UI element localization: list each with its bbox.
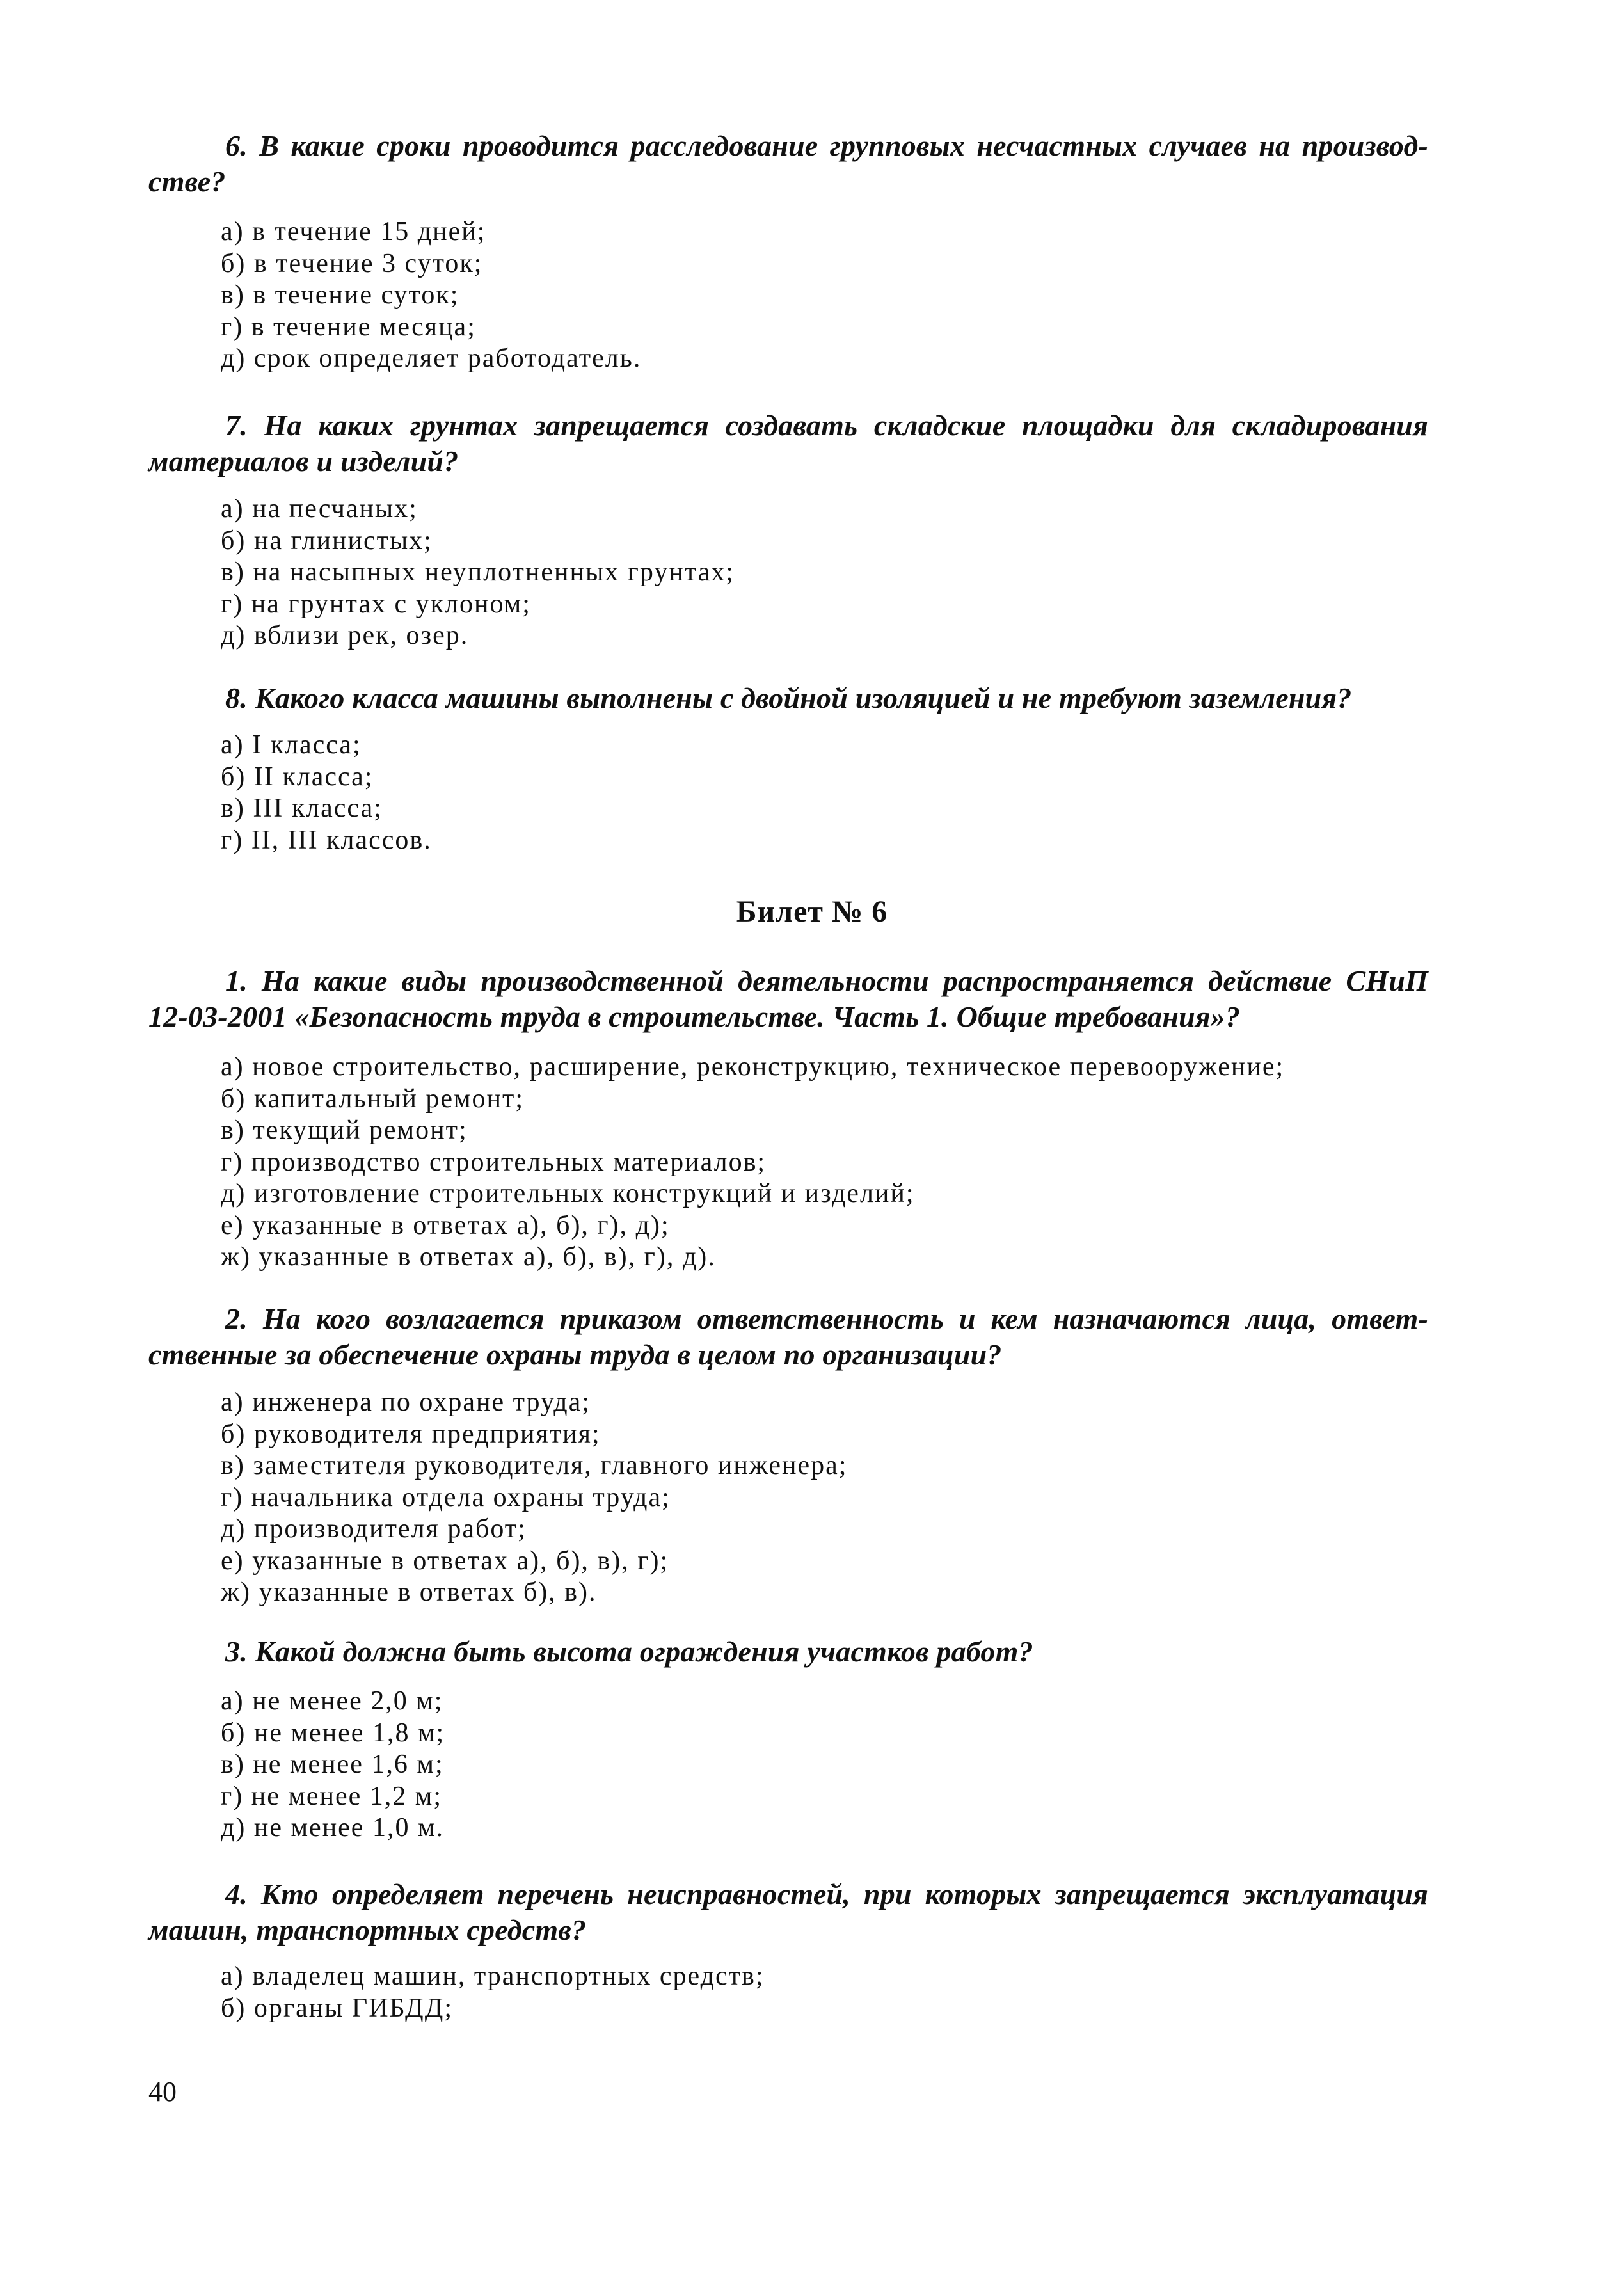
answer-item: д) производителя работ; [221,1514,527,1544]
answer-item: б) капитальный ремонт; [221,1083,525,1114]
answer-item: а) не менее 2,0 м; [221,1686,443,1716]
ticket-question-4-title: 4. Кто определяет перечень неисправностей, при которых запрещается эксплуатация машин, транспортных средств? [148,1878,1428,1946]
question-6-answers [221,216,641,375]
answer-item: г) не менее 1,2 м; [221,1781,443,1811]
answer-item: а) инженера по охране труда; [221,1387,591,1417]
ticket-question-1-title: 1. На какие виды производственной деятельности распространяется действие СНиП 12-03-2001 «Безопасность труда в строительстве. Часть 1. Общие требования»? [148,964,1428,1033]
answer-item: д) срок определяет работодатель. [221,344,642,373]
answer-item: а) новое строительство, расширение, реконструкцию, техническое перевооружение; [221,1052,1285,1082]
ticket-question-2-answers [221,1387,847,1609]
answer-item: б) в течение 3 суток; [221,248,483,278]
question-8-answers [221,730,432,856]
answer-item: б) органы ГИБДД; [221,1993,454,2023]
answer-item: а) в течение 15 дней; [221,217,486,246]
question-8-title: 8. Какого класса машины выполнены с двойной изоляцией и не требуют заземления? [225,682,1352,714]
ticket-question-3-title: 3. Какой должна быть высота ограждения участков работ? [225,1635,1033,1668]
answer-item: в) III класса; [221,794,383,823]
question-6-title: 6. В какие сроки проводится расследование групповых несчастных случаев на производ- стве? [148,129,1428,198]
answer-item: а) на песчаных; [221,494,418,524]
answer-item: б) на глинистых; [221,525,433,556]
answer-item: в) на насыпных неуплотненных грунтах; [221,557,735,587]
answer-item: ж) указанные в ответах а), б), в), г), д). [221,1242,716,1272]
answer-item: е) указанные в ответах а), б), в), г); [221,1546,669,1576]
question-7-title: 7. На каких грунтах запрещается создавать складские площадки для складирования материалов и изделий? [148,409,1428,477]
answer-item: в) не менее 1,6 м; [221,1750,444,1779]
answer-item: г) II, III классов. [221,825,432,855]
answer-item: ж) указанные в ответах б), в). [221,1578,597,1607]
answer-item: а) владелец машин, транспортных средств; [221,1962,765,1991]
answer-item: е) указанные в ответах а), б), г), д); [221,1210,670,1240]
answer-item: г) на грунтах с уклоном; [221,589,531,619]
answer-item: б) руководителя предприятия; [221,1419,601,1449]
ticket-question-2-title: 2. На кого возлагается приказом ответственность и кем назначаются лица, ответ- ственные за обеспечение охраны труда в целом по организации? [148,1302,1428,1371]
answer-item: б) не менее 1,8 м; [221,1718,445,1748]
answer-item: д) изготовление строительных конструкций и изделий; [221,1179,915,1208]
question-7-answers [221,493,735,652]
answer-item: в) текущий ремонт; [221,1115,468,1145]
page-number: 40 [148,2076,177,2107]
answer-item: в) в течение суток; [221,280,459,310]
answer-item: д) не менее 1,0 м. [221,1813,445,1842]
answer-item: в) заместителя руководителя, главного инженера; [221,1451,848,1480]
answer-item: а) I класса; [221,730,362,760]
answer-item: г) начальника отдела охраны труда; [221,1482,671,1512]
answer-item: г) в течение месяца; [221,312,476,342]
answer-item: б) II класса; [221,762,374,792]
ticket-question-1-answers [221,1051,1284,1274]
ticket-question-3-answers [221,1686,445,1844]
ticket-heading: Билет № 6 [736,895,888,929]
answer-item: д) вблизи рек, озер. [221,621,469,650]
ticket-question-4-answers [221,1961,765,2024]
answer-item: г) производство строительных материалов; [221,1147,767,1177]
